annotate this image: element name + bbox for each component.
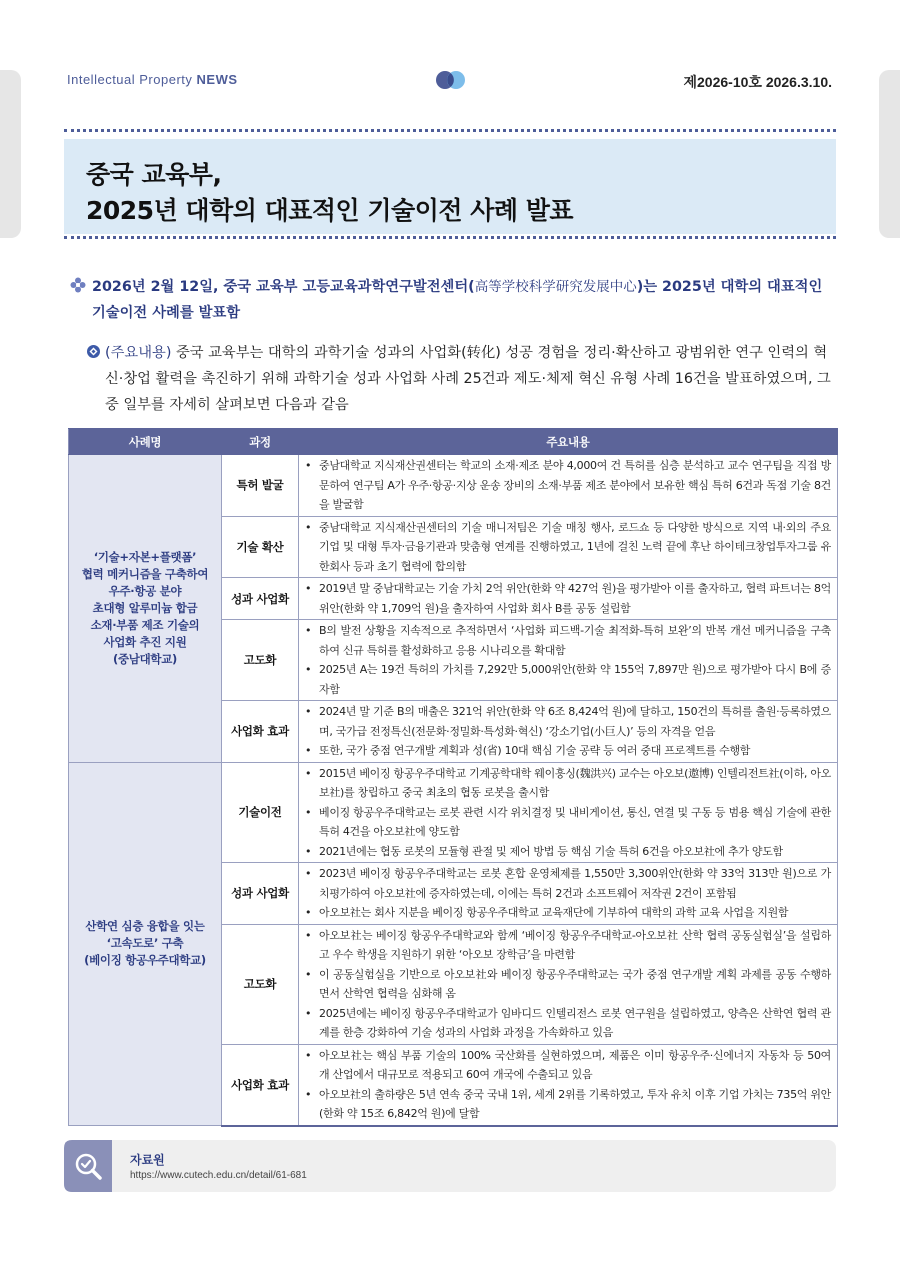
list-item: • 2021년에는 협동 로봇의 모듈형 관절 및 제어 방법 등 핵심 기술 특허 6건을 아오보社에 추가 양도함 <box>303 842 831 862</box>
content-cell <box>299 620 838 701</box>
content-cell <box>299 455 838 517</box>
right-page-tab <box>879 70 900 238</box>
lead-paragraph: 2026년 2월 12일, 중국 교육부 고등교육과학연구발전센터(高等学校科学研究发展中心)는 2025년 대학의 대표적인 기술이전 사례를 발표함 <box>70 274 840 326</box>
bottom-dotted-divider <box>64 236 836 239</box>
source-box <box>64 1140 836 1192</box>
source-label: 자료원 <box>130 1153 165 1167</box>
case-table <box>68 428 838 1127</box>
source-url[interactable]: https://www.cutech.edu.cn/detail/61-681 <box>130 1170 307 1181</box>
case2-name: 산학연 심층 융합을 잇는 ‘고속도로’ 구축 (베이징 항공우주대학교) <box>69 762 222 1126</box>
content-cell <box>299 516 838 578</box>
list-item: • 아오보社는 핵심 부품 기술의 100% 국산화를 실현하였으며, 제품은 이미 항공우주·신에너지 자동차 등 50여 개 산업에서 대규모로 적용되고 60여 개국에 수출되고 있음 <box>303 1046 831 1085</box>
page-title-line1: 중국 교육부, <box>86 160 222 189</box>
process-cell: 기술 확산 <box>222 516 299 578</box>
table-row <box>69 455 838 517</box>
header-content: 주요내용 <box>299 429 838 455</box>
magnifier-check-icon <box>64 1140 112 1192</box>
diamond-bullet-icon <box>87 345 100 358</box>
list-item: • 아오보社는 베이징 항공우주대학교와 함께 ‘베이징 항공우주대학교-아오보社 산학 협력 공동실험실’을 설립하고 우수 학생을 지원하기 위한 ‘아오보 장학금’을 마련함 <box>303 926 831 965</box>
process-cell: 특허 발굴 <box>222 455 299 517</box>
content-cell <box>299 863 838 925</box>
issue-number: 제2026-10호 2026.3.10. <box>683 74 832 90</box>
list-item: • 2019년 말 중남대학교는 기술 가치 2억 위안(한화 약 427억 원)을 평가받아 이를 출자하고, 협력 파트너는 8억 위안(한화 약 1,709억 원)을 출자하여 사업화 회사 B를 공동 설립함 <box>303 579 831 618</box>
process-cell: 사업화 효과 <box>222 1044 299 1126</box>
flower-bullet-icon <box>70 277 86 293</box>
content-cell <box>299 762 838 863</box>
table-row <box>69 762 838 863</box>
top-dotted-divider <box>64 129 836 132</box>
brand-logo-icon <box>432 69 472 91</box>
case1-name: ‘기술+자본+플랫폼’ 협력 메커니즘을 구축하여 우주·항공 분야 초대형 알루미늄 합금 소재·부품 제조 기술의 사업화 추진 지원 (중남대학교) <box>69 455 222 763</box>
list-item: • 아오보社의 출하량은 5년 연속 중국 국내 1위, 세계 2위를 기록하였고, 투자 유치 이후 기업 가치는 735억 위안(한화 약 15조 6,842억 원)에 달함 <box>303 1085 831 1124</box>
list-item: • 2023년 베이징 항공우주대학교는 로봇 혼합 운영체제를 1,550만 3,300위안(한화 약 33억 313만 원)으로 가치평가하여 아오보社에 증자하였는데, 이에는 특허 2건과 소프트웨어 저작권 2건이 포함됨 <box>303 864 831 903</box>
process-cell: 고도화 <box>222 924 299 1044</box>
list-item: • B의 발전 상황을 지속적으로 추적하면서 ‘사업화 피드백-기술 최적화-특허 보완’의 반복 개선 메커니즘을 구축하여 신규 특허를 활성화하고 응용 시나리오를 확대함 <box>303 621 831 660</box>
list-item: • 2024년 말 기준 B의 매출은 321억 위안(한화 약 6조 8,424억 원)에 달하고, 150건의 특허를 출원·등록하였으며, 국가급 전정특신(전문화·정밀화·특성화·혁신) ‘강소기업(小巨人)’ 등의 자격을 얻음 <box>303 702 831 741</box>
left-page-tab <box>0 70 21 238</box>
process-cell: 성과 사업화 <box>222 578 299 620</box>
list-item: • 2015년 베이징 항공우주대학교 기계공학대학 웨이훙싱(魏洪兴) 교수는 아오보(遨博) 인텔리전트社(이하, 아오보社)를 창립하고 중국 최초의 협동 로봇을 출시함 <box>303 764 831 803</box>
list-item: • 중남대학교 지식재산권센터의 기술 매니저팀은 기술 매칭 행사, 로드쇼 등 다양한 방식으로 지역 내·외의 주요 기업 및 대형 투자·금융기관과 맞춤형 연계를 진행하였고, 1년에 걸친 노력 끝에 후난 하이테크창업투자그룹 유한회사 등과 초기 협력에 합의함 <box>303 518 831 577</box>
newsletter-brand: Intellectual Property NEWS <box>67 72 238 87</box>
process-cell: 기술이전 <box>222 762 299 863</box>
table-header-row <box>69 429 838 455</box>
list-item: • 베이징 항공우주대학교는 로봇 관련 시각 위치결정 및 내비게이션, 통신, 연결 및 구동 등 범용 핵심 기술에 관한 특허 4건을 아오보社에 양도함 <box>303 803 831 842</box>
content-cell <box>299 924 838 1044</box>
content-cell <box>299 1044 838 1126</box>
summary-paragraph: (주요내용) 중국 교육부는 대학의 과학기술 성과의 사업화(转化) 성공 경험을 정리·확산하고 광범위한 연구 인력의 혁신·창업 활력을 촉진하기 위해 과학기술 성과 사업화 사례 25건과 제도·체제 혁신 유형 사례 16건을 발표하였으며, 그중 일부를 자세히 살펴보면 다음과 같음 <box>87 340 837 418</box>
content-cell <box>299 578 838 620</box>
title-box <box>64 139 836 234</box>
list-item: • 2025년 A는 19건 특허의 가치를 7,292만 5,000위안(한화 약 155억 7,897만 원)으로 평가받아 다시 B에 증자함 <box>303 660 831 699</box>
header-case: 사례명 <box>69 429 222 455</box>
list-item: • 2025년에는 베이징 항공우주대학교가 임바디드 인텔리전스 로봇 연구원을 설립하였고, 양측은 산학연 협력 관계를 한층 강화하여 기술 성과의 사업화 과정을 가속화하고 있음 <box>303 1004 831 1043</box>
list-item: • 또한, 국가 중점 연구개발 계획과 성(省) 10대 핵심 기술 공략 등 여러 중대 프로젝트를 수행함 <box>303 741 831 761</box>
header-process: 과정 <box>222 429 299 455</box>
content-cell <box>299 701 838 763</box>
list-item: • 이 공동실험실을 기반으로 아오보社와 베이징 항공우주대학교는 국가 중점 연구개발 계획 과제를 공동 수행하면서 산학연 협력을 심화해 옴 <box>303 965 831 1004</box>
process-cell: 사업화 효과 <box>222 701 299 763</box>
process-cell: 성과 사업화 <box>222 863 299 925</box>
page-title-line2: 2025년 대학의 대표적인 기술이전 사례 발표 <box>86 196 573 225</box>
process-cell: 고도화 <box>222 620 299 701</box>
list-item: • 아오보社는 회사 지분을 베이징 항공우주대학교 교육재단에 기부하여 대학의 과학 교육 사업을 지원함 <box>303 903 831 923</box>
list-item: • 중남대학교 지식재산권센터는 학교의 소재·제조 분야 4,000여 건 특허를 심층 분석하고 교수 연구팀을 직접 방문하여 연구팀 A가 우주·항공·지상 운송 장비의 소재·부품 제조 분야에서 보유한 핵심 특허 6건과 독점 기술 8건을 발굴함 <box>303 456 831 515</box>
